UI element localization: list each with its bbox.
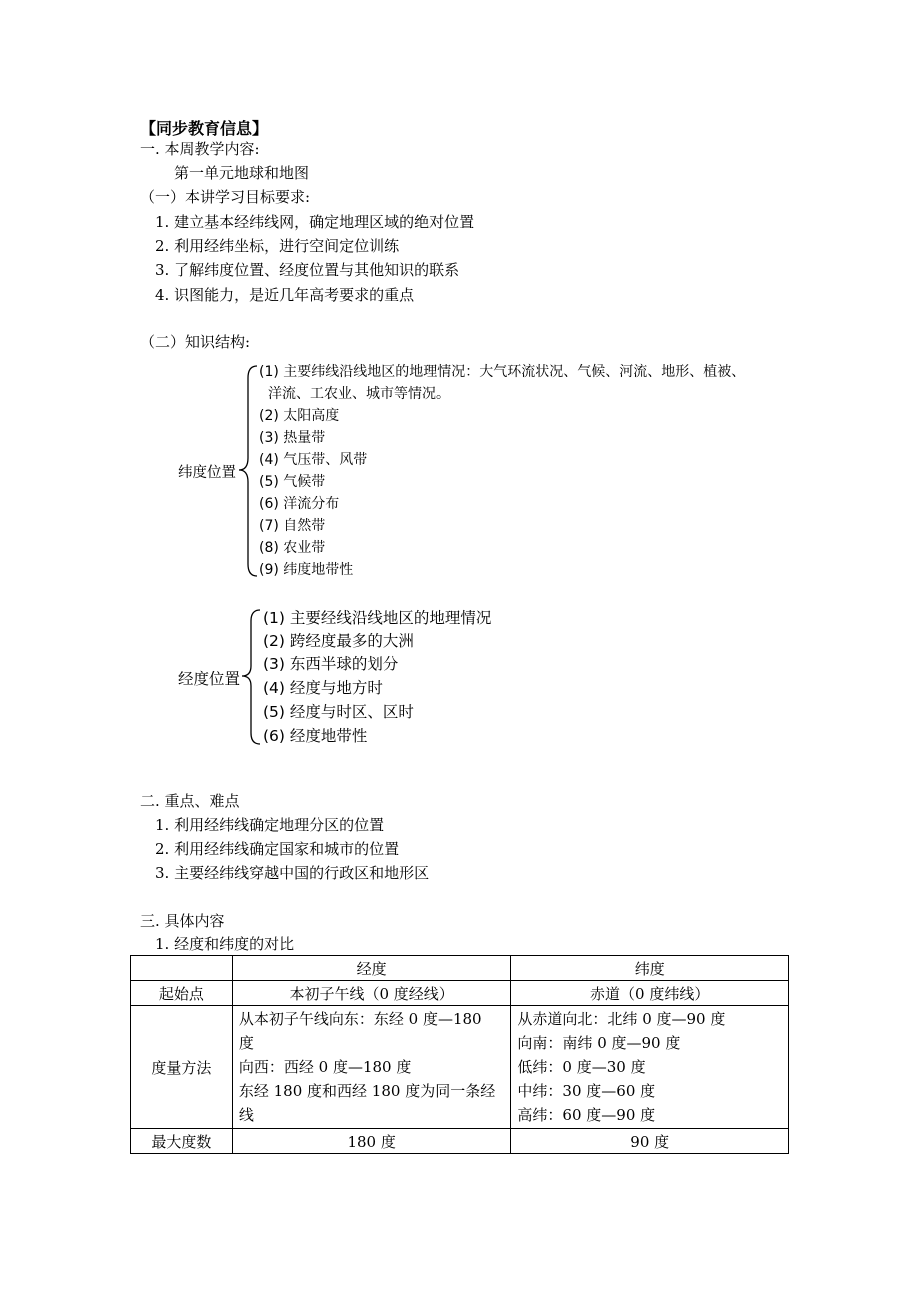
latitude-item: (3) 热量带 <box>259 430 326 446</box>
cell-line: 低纬：0 度—30 度 <box>517 1058 646 1076</box>
table-header-cell <box>131 956 233 981</box>
longitude-item: (2) 跨经度最多的大洲 <box>263 632 414 650</box>
comparison-table <box>130 955 789 1154</box>
table-cell: 赤道（0 度纬线） <box>511 981 789 1006</box>
table-row <box>131 1129 789 1154</box>
table-cell <box>232 1006 511 1129</box>
cell-line: 东经 180 度和西经 180 度为同一条经 <box>238 1082 496 1100</box>
row-label: 起始点 <box>131 981 233 1006</box>
longitude-item: (5) 经度与时区、区时 <box>263 703 414 721</box>
subsection-title: 1. 经度和纬度的对比 <box>155 935 295 953</box>
table-cell: 180 度 <box>232 1129 511 1154</box>
unit-title: 第一单元地球和地图 <box>174 164 310 182</box>
latitude-item: (9) 纬度地带性 <box>259 562 354 578</box>
latitude-item: (4) 气压带、风带 <box>259 452 368 468</box>
longitude-item: (6) 经度地带性 <box>263 727 368 745</box>
latitude-label: 纬度位置 <box>178 465 236 481</box>
latitude-item: 洋流、工农业、城市等情况。 <box>268 386 450 402</box>
latitude-item: (6) 洋流分布 <box>259 496 340 512</box>
table-header-row <box>131 956 789 981</box>
goal-item: 3. 了解纬度位置、经度位置与其他知识的联系 <box>155 261 460 279</box>
cell-line: 高纬：60 度—90 度 <box>517 1106 656 1124</box>
section-heading-key-points: 二. 重点、难点 <box>140 792 240 810</box>
row-label: 最大度数 <box>131 1129 233 1154</box>
key-point-item: 2. 利用经纬线确定国家和城市的位置 <box>155 840 400 858</box>
table-row <box>131 981 789 1006</box>
cell-line: 线 <box>238 1106 254 1124</box>
latitude-item: (7) 自然带 <box>259 518 326 534</box>
cell-line: 向南：南纬 0 度—90 度 <box>517 1034 681 1052</box>
key-point-item: 3. 主要经纬线穿越中国的行政区和地形区 <box>155 864 430 882</box>
table-cell: 90 度 <box>511 1129 789 1154</box>
section-heading-details: 三. 具体内容 <box>140 912 225 930</box>
latitude-item: (1) 主要纬线沿线地区的地理情况：大气环流状况、气候、河流、地形、植被、 <box>259 364 746 380</box>
latitude-item: (8) 农业带 <box>259 540 326 556</box>
latitude-brace <box>237 364 259 579</box>
cell-line: 从赤道向北：北纬 0 度—90 度 <box>517 1010 726 1028</box>
structure-heading: （二）知识结构: <box>140 333 251 351</box>
cell-line: 从本初子午线向东：东经 0 度—180 <box>238 1010 482 1028</box>
table-row <box>131 1006 789 1129</box>
table-header-cell: 经度 <box>232 956 511 981</box>
cell-line: 向西：西经 0 度—180 度 <box>238 1058 412 1076</box>
table-cell: 本初子午线（0 度经线） <box>232 981 511 1006</box>
latitude-item: (2) 太阳高度 <box>259 408 340 424</box>
latitude-item: (5) 气候带 <box>259 474 326 490</box>
cell-line: 度 <box>238 1034 254 1052</box>
cell-line: 中纬：30 度—60 度 <box>517 1082 656 1100</box>
goal-item: 2. 利用经纬坐标，进行空间定位训练 <box>155 237 400 255</box>
goal-item: 4. 识图能力，是近几年高考要求的重点 <box>155 286 415 304</box>
longitude-item: (4) 经度与地方时 <box>263 679 383 697</box>
table-cell <box>511 1006 789 1129</box>
table-header-cell: 纬度 <box>511 956 789 981</box>
key-point-item: 1. 利用经纬线确定地理分区的位置 <box>155 816 385 834</box>
section-heading-content: 一. 本周教学内容: <box>140 140 260 158</box>
longitude-label: 经度位置 <box>178 670 241 688</box>
row-label: 度量方法 <box>131 1006 233 1129</box>
longitude-item: (3) 东西半球的划分 <box>263 655 399 673</box>
longitude-brace <box>240 608 262 748</box>
longitude-item: (1) 主要经线沿线地区的地理情况 <box>263 609 492 627</box>
page-title: 【同步教育信息】 <box>140 119 269 138</box>
goals-heading: （一）本讲学习目标要求: <box>140 188 311 206</box>
goal-item: 1. 建立基本经纬线网，确定地理区域的绝对位置 <box>155 213 475 231</box>
